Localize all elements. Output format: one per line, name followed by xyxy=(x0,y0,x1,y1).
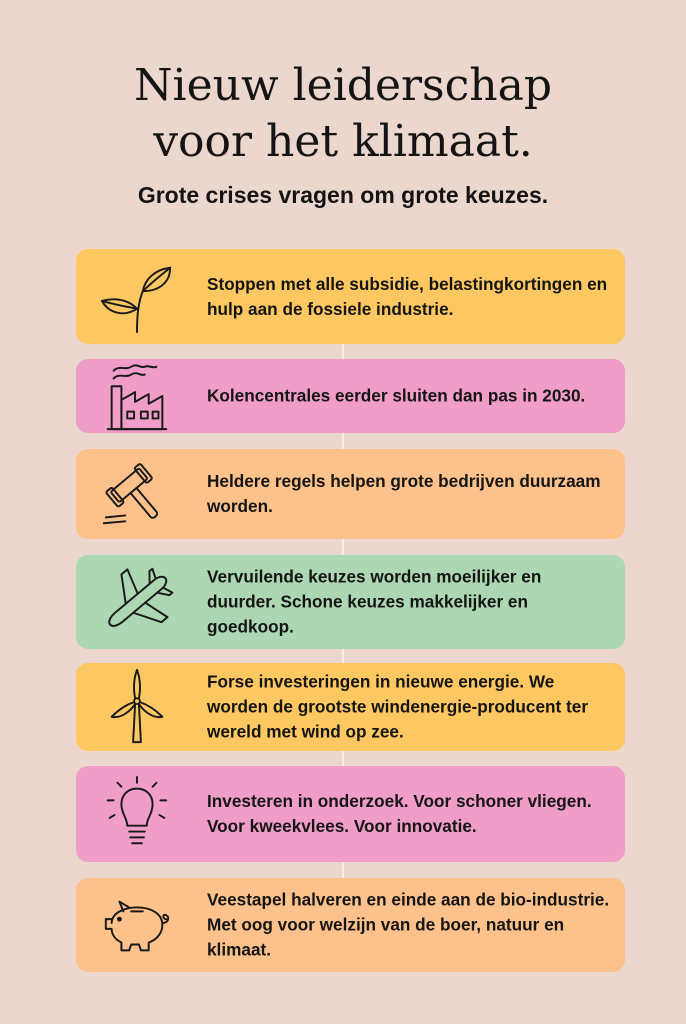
airplane-icon xyxy=(98,563,176,641)
list-item xyxy=(76,359,625,433)
item-text: Kolencentrales eerder sluiten dan pas in 2030. xyxy=(207,385,586,406)
item-text: Veestapel halveren en einde aan de bio-industrie. Met oog voor welzijn van de boer, natuur en klimaat. xyxy=(207,889,610,960)
list-item xyxy=(76,663,625,751)
pig-icon xyxy=(98,886,176,964)
item-text: Heldere regels helpen grote bedrijven duurzaam worden. xyxy=(207,471,601,516)
item-text: Vervuilende keuzes worden moeilijker en duurder. Schone keuzes makkelijker en goedkoop. xyxy=(207,566,542,637)
page-subtitle: Grote crises vragen om grote keuzes. xyxy=(137,182,549,208)
page-title xyxy=(0,58,686,170)
item-text: Investeren in onderzoek. Voor schoner vliegen. Voor kweekvlees. Voor innovatie. xyxy=(207,791,592,836)
item-text: Forse investeringen in nieuwe energie. We worden de grootste windenergie-producent ter wereld met wind op zee. xyxy=(207,671,589,742)
lightbulb-icon xyxy=(98,775,176,853)
title-line-1: Nieuw leiderschap xyxy=(134,60,552,111)
wind-turbine-icon xyxy=(98,668,176,746)
list-item xyxy=(76,249,625,344)
list-item xyxy=(76,555,625,649)
plant-icon xyxy=(98,258,176,336)
item-text: Stoppen met alle subsidie, belastingkortingen en hulp aan de fossiele industrie. xyxy=(207,273,608,319)
gavel-icon xyxy=(98,455,176,533)
list-item xyxy=(76,449,625,539)
factory-icon xyxy=(98,357,176,435)
list-item xyxy=(76,766,625,862)
list-item xyxy=(76,878,625,972)
title-line-2: voor het klimaat. xyxy=(153,116,533,167)
